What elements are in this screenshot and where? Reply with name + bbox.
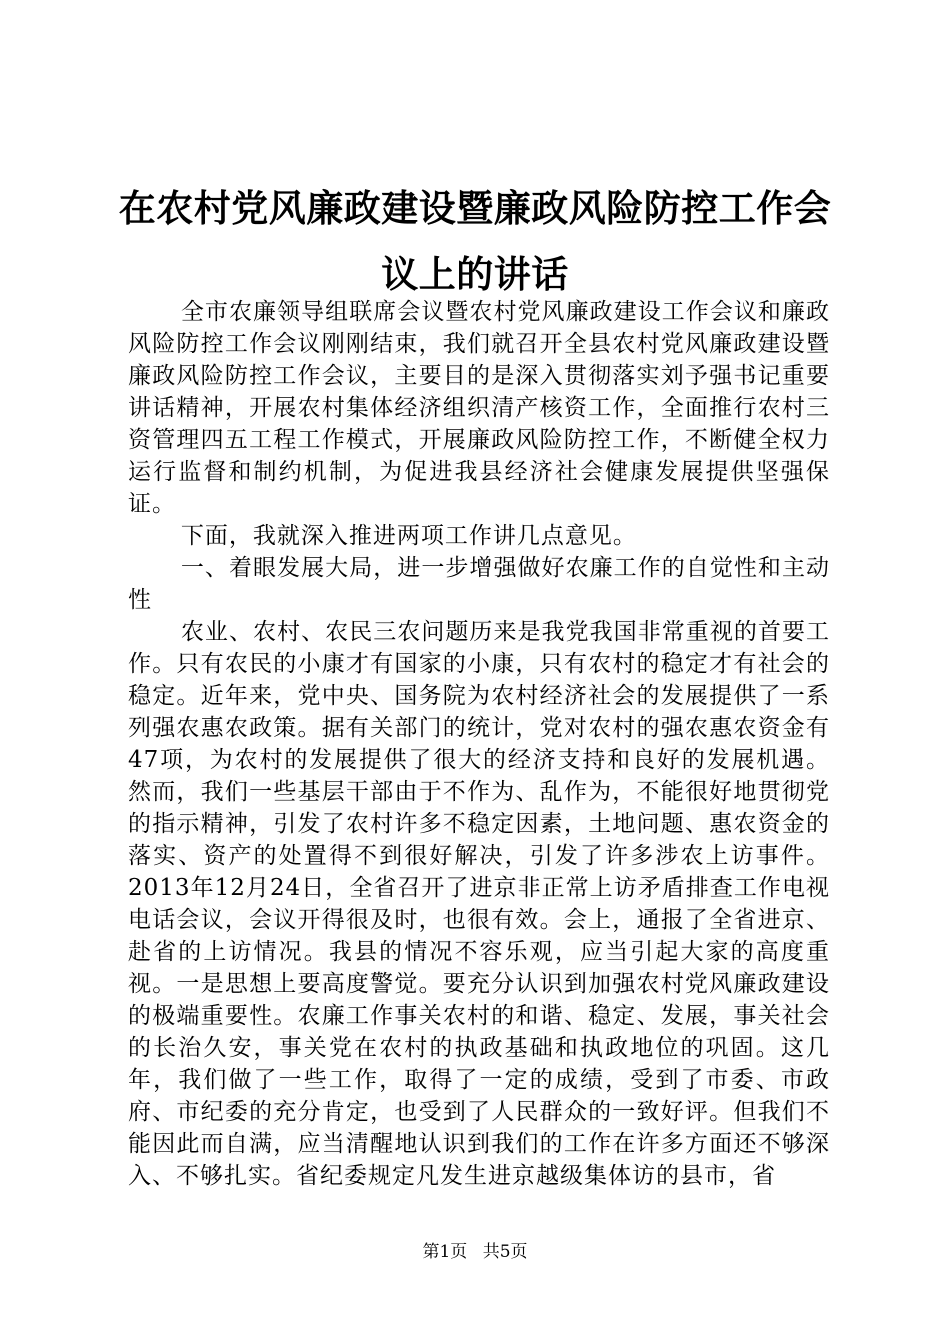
paragraph-transition: 下面，我就深入推进两项工作讲几点意见。 (180, 523, 637, 549)
paragraph-section-1-body: 农业、农村、农民三农问题历来是我党我国非常重视的首要工作。只有农民的小康才有国家的小康，只有农村的稳定才有社会的稳定。近年来，党中央、国务院为农村经济社会的发展提供了一系列强农惠农政策。据有关部门的统计，党对农村的强农惠农资金有47项，为农村的发展提供了很大的经济支持和良好的发展机遇。然而，我们一些基层干部由于不作为、乱作为，不能很好地贯彻党的指示精神，引发了农村许多不稳定因素，土地问题、惠农资金的落实、资产的处置得不到很好解决，引发了许多涉农上访事件。2013年12月24日，全省召开了进京非正常上访矛盾排查工作电视电话会议，会议开得很及时，也很有效。会上，通报了全省进京、赴省的上访情况。我县的情况不容乐观，应当引起大家的高度重视。一是思想上要高度警觉。要充分认识到加强农村党风廉政建设的极端重要性。农廉工作事关农村的和谐、稳定、发展，事关社会的长治久安，事关党在农村的执政基础和执政地位的巩固。这几年，我们做了一些工作，取得了一定的成绩，受到了市委、市政府、市纪委的充分肯定，也受到了人民群众的一致好评。但我们不能因此而自满，应当清醒地认识到我们的工作在许多方面还不够深入、不够扎实。省纪委规定凡发生进京越级集体访的县市，省 (128, 619, 830, 1189)
document-body (128, 296, 830, 1192)
page-number: 第1页 (422, 1242, 468, 1262)
paragraph-intro: 全市农廉领导组联席会议暨农村党风廉政建设工作会议和廉政风险防控工作会议刚刚结束，我们就召开全县农村党风廉政建设暨廉政风险防控工作会议，主要目的是深入贯彻落实刘予强书记重要讲话精神，开展农村集体经济组织清产核资工作，全面推行农村三资管理四五工程工作模式，开展廉政风险防控工作，不断健全权力运行监督和制约机制，为促进我县经济社会健康发展提供坚强保证。 (128, 299, 830, 517)
document-title: 在农村党风廉政建设暨廉政风险防控工作会议上的讲话 (118, 187, 832, 296)
page-total: 共5页 (482, 1242, 528, 1262)
section-heading-1: 一、着眼发展大局，进一步增强做好农廉工作的自觉性和主动性 (128, 555, 830, 613)
page-footer (0, 1241, 950, 1263)
